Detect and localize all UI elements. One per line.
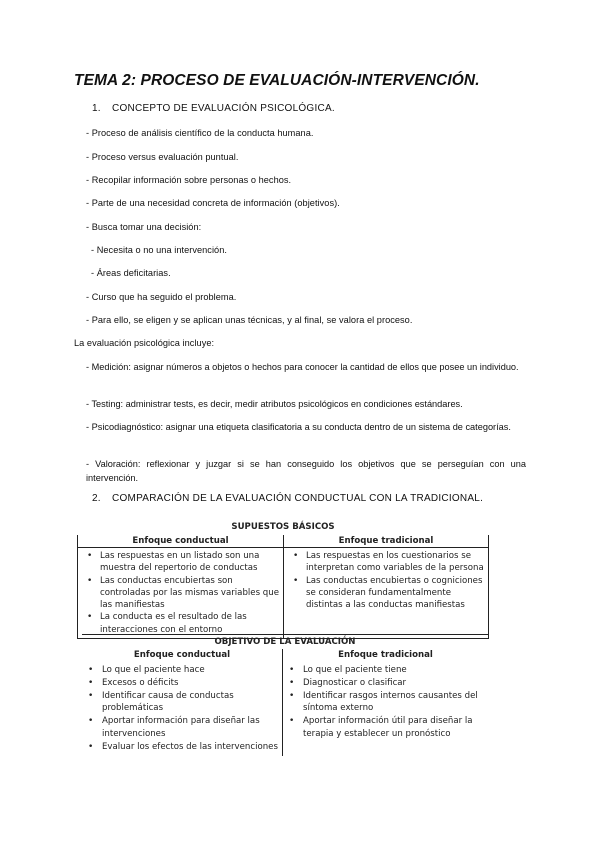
paragraph-psicodiagnostico: - Psicodiagnóstico: asignar una etiqueta clasificatoria a su conducta dentro de un sistema de categorías. (86, 422, 511, 432)
section-2-title: COMPARACIÓN DE LA EVALUACIÓN CONDUCTUAL CON LA TRADICIONAL. (112, 493, 484, 504)
table-caption: SUPUESTOS BÁSICOS (231, 522, 335, 532)
list-item: • Evaluar los efectos de las intervenciones (82, 741, 280, 754)
section-2-heading (92, 493, 483, 504)
list-item: • Las respuestas en un listado son una muestra del repertorio de conductas (78, 550, 281, 575)
list-item: - Curso que ha seguido el problema. (86, 292, 237, 302)
list-item: • Diagnosticar o clasificar (283, 677, 486, 690)
paragraph-medicion: - Medición: asignar números a objetos o hechos para conocer la cantidad de ellos que posee un individuo. (86, 362, 519, 372)
column-header-conductual: Enfoque conductual (78, 535, 284, 548)
intro-text: La evaluación psicológica incluye: (74, 338, 215, 348)
conductual-cell (78, 548, 284, 639)
paragraph-testing: - Testing: administrar tests, es decir, medir atributos psicológicos en condiciones estándares. (86, 399, 463, 409)
table-caption: OBJETIVO DE LA EVALUACIÓN (82, 635, 488, 650)
list-item: • Lo que el paciente tiene (283, 664, 486, 677)
list-item: • Excesos o déficits (82, 677, 280, 690)
list-item: - Proceso de análisis científico de la conducta humana. (86, 128, 314, 138)
list-item: • Lo que el paciente hace (82, 664, 280, 677)
section-2-number: 2. (92, 493, 101, 504)
conductual-cell (82, 662, 283, 756)
list-item: • Las conductas encubiertas o cogniciones se consideran fundamentalmente distintas a las conductas manifiestas (284, 575, 486, 612)
list-item: - Busca tomar una decisión: (86, 222, 202, 232)
list-item: • Aportar información para diseñar las intervenciones (82, 715, 280, 741)
column-header-tradicional: Enfoque tradicional (338, 650, 433, 660)
sub-list-item: - Necesita o no una intervención. (91, 245, 227, 255)
section-1-number: 1. (92, 103, 101, 114)
column-header-tradicional: Enfoque tradicional (284, 535, 489, 548)
list-item: • Las conductas encubiertas son controladas por las mismas variables que las manifiestas (78, 575, 281, 612)
objetivo-evaluacion-table (82, 634, 488, 756)
list-item: • Las respuestas en los cuestionarios se interpretan como variables de la persona (284, 550, 486, 575)
paragraph-valoracion: - Valoración: reflexionar y juzgar si se han conseguido los objetivos que se perseguían con una intervención. (86, 459, 526, 483)
sub-list-item: - Áreas deficitarias. (91, 268, 171, 278)
list-item: - Parte de una necesidad concreta de información (objetivos). (86, 198, 340, 208)
list-item: - Recopilar información sobre personas o hechos. (86, 175, 292, 185)
section-1-heading (92, 103, 335, 114)
list-item: • Aportar información útil para diseñar la terapia y establecer un pronóstico (283, 715, 486, 741)
list-item: - Proceso versus evaluación puntual. (86, 152, 239, 162)
list-item: • Identificar causa de conductas problemáticas (82, 690, 280, 716)
column-header-conductual: Enfoque conductual (82, 649, 283, 662)
list-item: • La conducta es el resultado de las interacciones con el entorno (78, 611, 281, 636)
list-item: • Identificar rasgos internos causantes del síntoma externo (283, 690, 486, 716)
list-item: - Para ello, se eligen y se aplican unas técnicas, y al final, se valora el proceso. (86, 315, 413, 325)
supuestos-basicos-table (77, 520, 489, 639)
page-title: TEMA 2: PROCESO DE EVALUACIÓN-INTERVENCIÓN. (74, 72, 480, 89)
tradicional-cell (283, 662, 489, 756)
tradicional-cell (284, 548, 489, 639)
section-1-title: CONCEPTO DE EVALUACIÓN PSICOLÓGICA. (112, 103, 335, 114)
